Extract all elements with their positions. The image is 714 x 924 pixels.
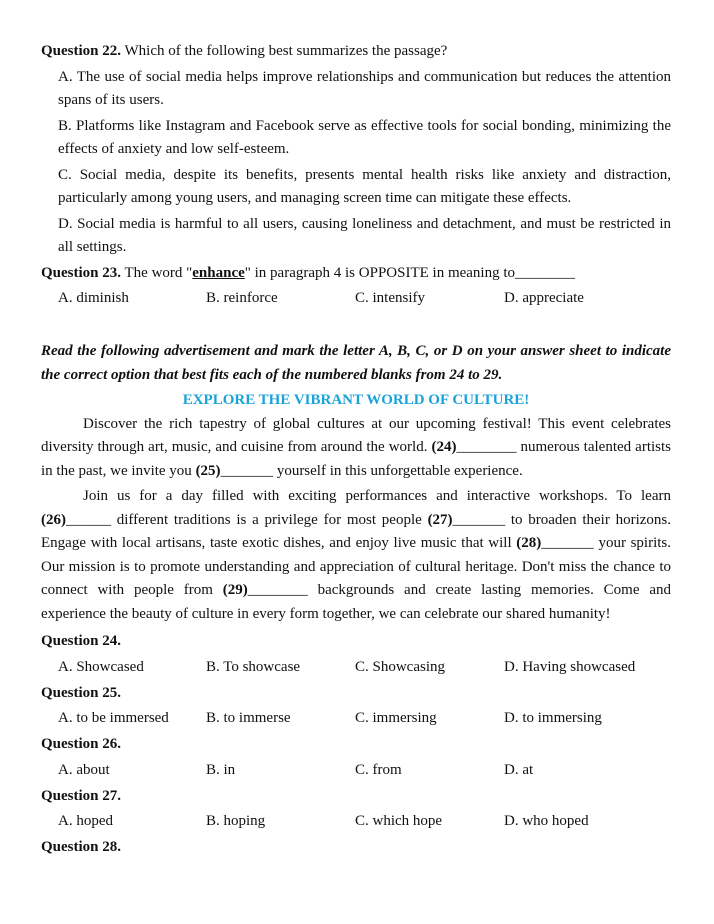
blank-24-label: (24) (431, 439, 457, 455)
blank-25-label: (25) (195, 462, 221, 479)
q26-option-a: A. about (58, 761, 110, 778)
question-27-options (41, 808, 671, 836)
question-22-options (41, 66, 671, 260)
q24-option-c: C. Showcasing (355, 658, 445, 675)
advertisement-paragraph-2 (41, 485, 671, 626)
q24-option-d: D. Having showcased (504, 658, 636, 675)
blank-27-label: (27) (427, 511, 453, 528)
q25-option-c: C. immersing (355, 710, 437, 727)
q23-option-d: D. appreciate (504, 290, 584, 307)
advertisement-paragraph-1 (41, 413, 671, 484)
q27-option-a: A. hoped (58, 813, 113, 830)
q23-option-c: C. intensify (355, 290, 425, 307)
q24-option-a: A. Showcased (58, 658, 144, 675)
q25-option-b: B. to immerse (206, 710, 291, 727)
question-24-options (41, 654, 671, 682)
q27-option-d: D. who hoped (504, 813, 589, 830)
question-23-stem (41, 262, 671, 286)
q22-option-b: B. Platforms like Instagram and Facebook serve as effective tools for social bonding, minimizing the effects of anxiety and low self-esteem. (58, 117, 671, 157)
advertisement-title: EXPLORE THE VIBRANT WORLD OF CULTURE! (182, 392, 530, 408)
question-23-label: Question 23. (41, 264, 122, 281)
section-instruction: Read the following advertisement and mark the letter A, B, C, or D on your answer sheet to indicate the correct option that best fits each of the numbered blanks from 24 to 29. (41, 343, 671, 383)
para2-text-3: _______ to broaden their horizons. Engage with local artisans, taste exotic dishes, and enjoy live music that will (41, 511, 672, 551)
para2-text-4: _______ your spirits. Our mission is to promote understanding and appreciation of cultural heritage. Don't miss the chance to connect with people from (41, 535, 672, 598)
q27-option-c: C. which hope (355, 813, 443, 830)
q22-option-a: A. The use of social media helps improve relationships and communication but reduces the attention spans of its users. (58, 68, 671, 108)
blank-28-label: (28) (516, 535, 542, 551)
q26-option-d: D. at (504, 761, 534, 778)
q26-option-c: C. from (355, 761, 402, 778)
worksheet-page (41, 40, 671, 860)
para2-text-5: ________ backgrounds and create lasting memories. Come and experience the beauty of culture in every form together, we can celebrate our shared humanity! (41, 582, 671, 622)
question-22-label: Question 22. (41, 43, 122, 59)
para1-text-1: Discover the rich tapestry of global cultures at our upcoming festival! This event celebrates diversity through art, music, and cuisine from around the world. (41, 415, 671, 455)
question-23-options (41, 285, 671, 313)
q24-option-b: B. To showcase (206, 658, 301, 675)
question-23-text-after: " in paragraph 4 is OPPOSITE in meaning to________ (244, 264, 576, 281)
blank-26-label: (26) (41, 511, 66, 528)
q23-option-b: B. reinforce (206, 290, 278, 307)
question-26-options (41, 757, 671, 785)
para1-text-3: _______ yourself in this unforgettable experience. (220, 462, 523, 479)
q22-option-c: C. Social media, despite its benefits, presents mental health risks like anxiety and distraction, particularly among young users, and managing screen time can mitigate these effects. (58, 166, 671, 206)
q27-option-b: B. hoping (206, 813, 266, 830)
q22-option-d: D. Social media is harmful to all users, causing loneliness and detachment, and must be restricted in all settings. (58, 215, 671, 255)
q25-option-d: D. to immersing (504, 710, 602, 727)
question-23-text-before: The word " (121, 264, 193, 281)
question-26-label: Question 26. (41, 736, 122, 752)
question-25-label: Question 25. (41, 684, 122, 701)
question-24-label: Question 24. (41, 633, 122, 649)
q23-option-a: A. diminish (58, 290, 129, 307)
blank-29-label: (29) (222, 582, 248, 598)
para2-text-1: Join us for a day filled with exciting performances and interactive workshops. To learn (83, 488, 671, 504)
question-25-options (41, 705, 671, 733)
question-28-label: Question 28. (41, 839, 122, 855)
question-22-text: Which of the following best summarizes the passage? (121, 43, 448, 59)
question-27-label: Question 27. (41, 787, 122, 804)
para1-text-2: ________ numerous talented artists in the past, we invite you (41, 439, 671, 479)
q26-option-b: B. in (206, 761, 236, 778)
q25-option-a: A. to be immersed (58, 710, 169, 727)
question-22-stem (41, 40, 671, 64)
question-23-keyword: enhance (192, 264, 245, 281)
para2-text-2: ______ different traditions is a privilege for most people (66, 511, 428, 528)
